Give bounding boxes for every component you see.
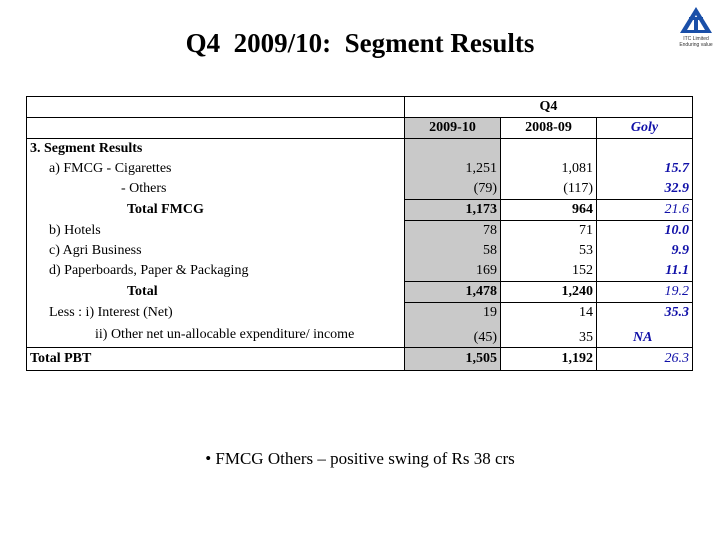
table-row-others — [27, 179, 693, 200]
table-row-interest — [27, 303, 693, 324]
header-blank-2 — [27, 118, 405, 139]
value-2009-10: 78 — [405, 221, 501, 242]
table-row-total — [27, 282, 693, 303]
growth-value: 11.1 — [665, 263, 689, 278]
logo-text-line2: Enduring value — [679, 42, 713, 48]
value-2009-10: 1,173 — [405, 200, 501, 221]
growth-value: 21.6 — [597, 200, 693, 221]
growth-value: 26.3 — [597, 347, 693, 370]
row-label: c) Agri Business — [27, 241, 405, 261]
table-row-total-pbt — [27, 347, 693, 370]
section-row — [27, 139, 693, 160]
value-2008-09: (117) — [501, 179, 597, 200]
value-2008-09: 152 — [501, 261, 597, 282]
slide-title: Q4 2009/10: Segment Results — [185, 28, 535, 58]
value-2009-10: (79) — [405, 179, 501, 200]
row-label: Total PBT — [27, 347, 405, 370]
table-row-paperboards — [27, 261, 693, 282]
value-2009-10: 1,478 — [405, 282, 501, 303]
cell-empty — [501, 139, 597, 160]
row-label: Total FMCG — [27, 200, 405, 221]
itc-logo-icon — [676, 6, 716, 36]
row-label: d) Paperboards, Paper & Packaging — [27, 261, 405, 282]
cell-empty — [597, 139, 693, 160]
value-2008-09: 1,081 — [501, 159, 597, 179]
row-label: Total — [27, 282, 405, 303]
logo-text-line1: ITC Limited — [683, 36, 709, 42]
bullet-note: • FMCG Others – positive swing of Rs 38 crs — [205, 449, 515, 468]
value-2009-10: 1,251 — [405, 159, 501, 179]
row-label: b) Hotels — [27, 221, 405, 242]
row-label: - Others — [27, 179, 405, 200]
value-2008-09: 14 — [501, 303, 597, 324]
header-row-columns — [27, 118, 693, 139]
section-label: 3. Segment Results — [27, 139, 405, 160]
growth-value: 35.3 — [664, 305, 689, 320]
segment-results-table — [26, 96, 693, 371]
growth-value: 10.0 — [664, 223, 689, 238]
table-row-hotels — [27, 221, 693, 242]
col-header-2009-10: 2009-10 — [405, 118, 501, 139]
growth-value: 19.2 — [597, 282, 693, 303]
col-header-2008-09: 2008-09 — [501, 118, 597, 139]
table-row-agri — [27, 241, 693, 261]
table-row-total-fmcg — [27, 200, 693, 221]
value-2009-10: 1,505 — [405, 347, 501, 370]
value-2009-10: 58 — [405, 241, 501, 261]
row-label: ii) Other net un-allocable expenditure/ income — [27, 323, 405, 347]
period-header: Q4 — [539, 99, 558, 114]
growth-value: 9.9 — [671, 243, 689, 258]
value-2009-10: 19 — [405, 303, 501, 324]
value-2009-10: 169 — [405, 261, 501, 282]
header-blank — [27, 97, 405, 118]
col-header-goly: Goly — [597, 118, 693, 139]
row-label: Less : i) Interest (Net) — [27, 303, 405, 324]
value-2008-09: 1,240 — [501, 282, 597, 303]
table-row-cigarettes — [27, 159, 693, 179]
growth-value: 15.7 — [664, 161, 689, 176]
header-row-period — [27, 97, 693, 118]
value-2008-09: 964 — [501, 200, 597, 221]
growth-value: NA — [633, 329, 653, 345]
value-2008-09: 53 — [501, 241, 597, 261]
value-2008-09: 1,192 — [501, 347, 597, 370]
value-2008-09: 71 — [501, 221, 597, 242]
growth-value: 32.9 — [664, 181, 689, 196]
cell-empty — [405, 139, 501, 160]
value-2008-09: 35 — [501, 323, 597, 347]
row-label: a) FMCG - Cigarettes — [27, 159, 405, 179]
company-logo — [676, 6, 716, 48]
value-2009-10: (45) — [405, 323, 501, 347]
table-row-unallocable — [27, 323, 693, 347]
